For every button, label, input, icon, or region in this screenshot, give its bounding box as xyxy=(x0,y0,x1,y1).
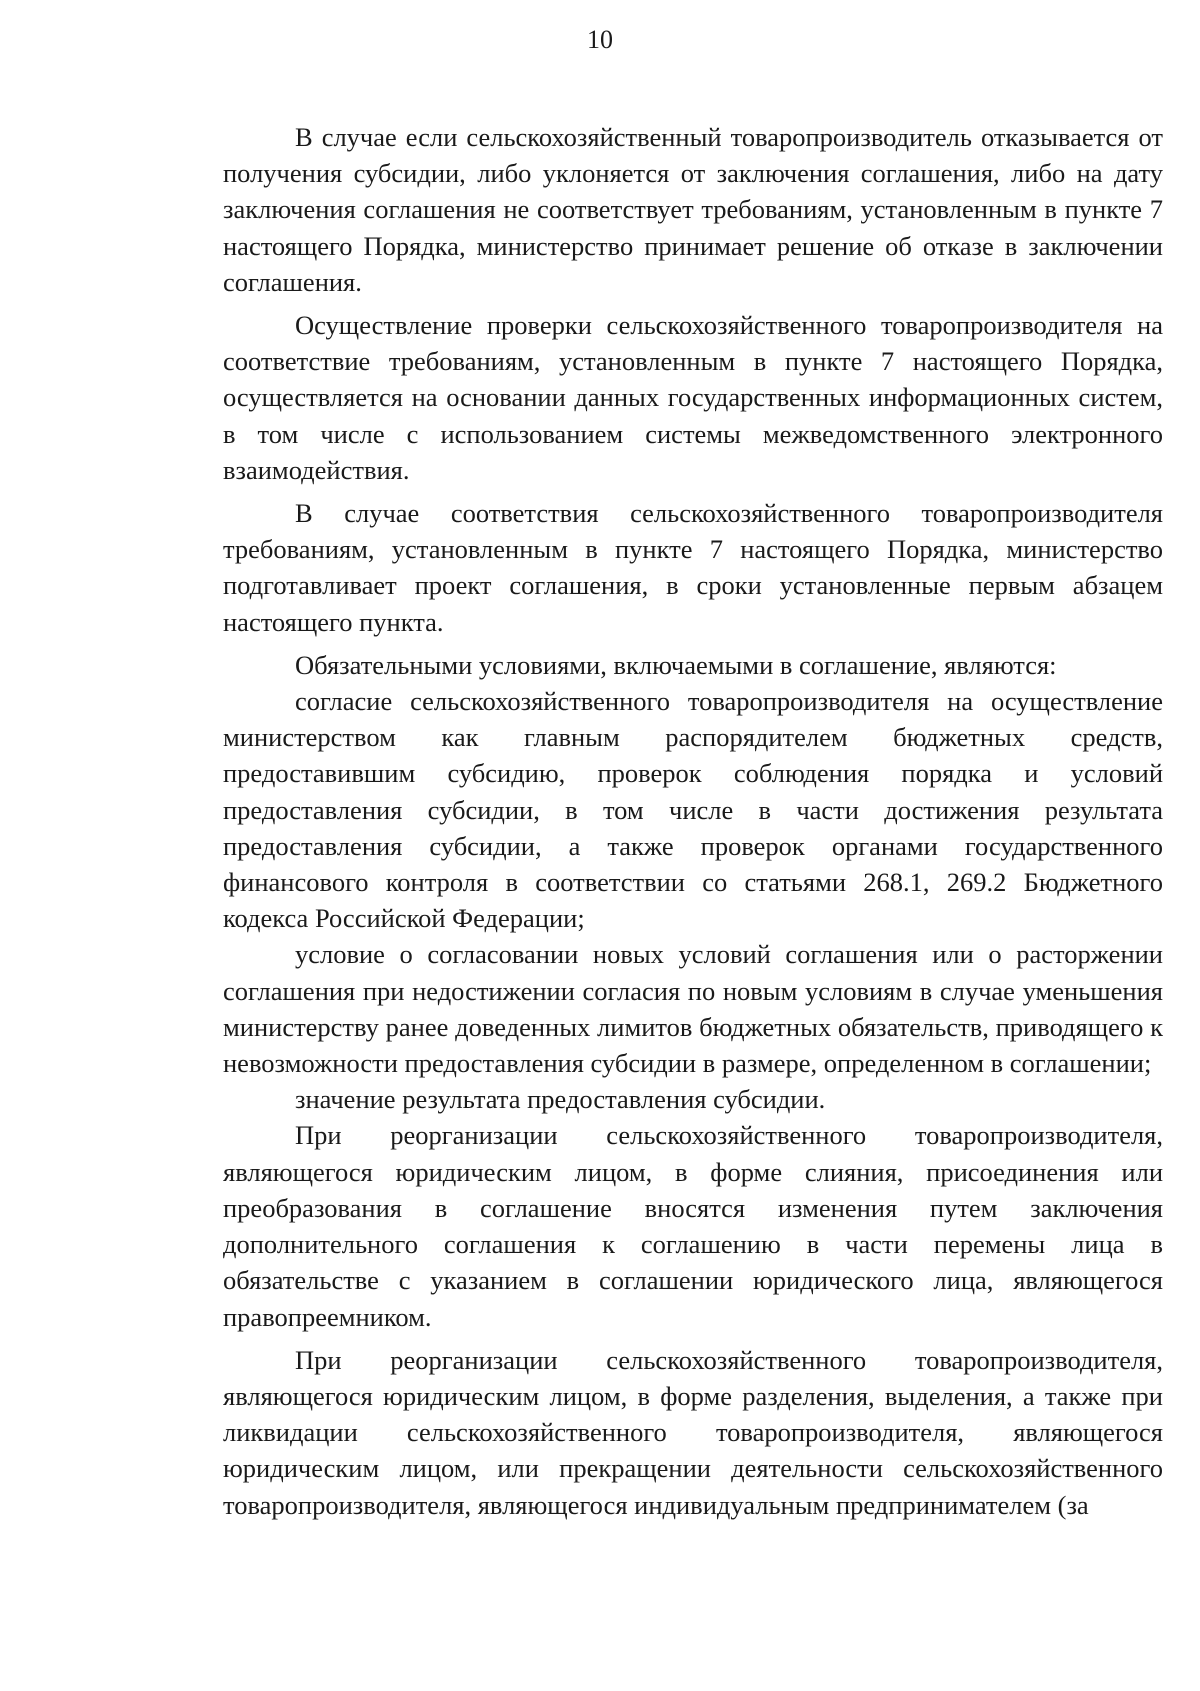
page-number: 10 xyxy=(587,25,613,54)
paragraph-result-value: значение результата предоставления субсидии. xyxy=(295,1084,826,1115)
paragraph-consent-condition: согласие сельскохозяйственного товаропроизводителя на осуществление министерством как главным распорядителем бюджетных средств, предоставившим субсидию, проверок соблюдения порядка и условий предоставления субсидии, в том числе в части достижения результата предоставления субсидии, а также проверок органами государственного финансового контроля в соответствии со статьями 268.1, 269.2 Бюджетного кодекса Российской Федерации; xyxy=(223,686,1163,934)
paragraph-compliance: В случае соответствия сельскохозяйственного товаропроизводителя требованиям, установленным в пункте 7 настоящего Порядка, министерство подготавливает проект соглашения, в сроки установленные первым абзацем настоящего пункта. xyxy=(223,498,1163,637)
paragraph-reorganization-division: При реорганизации сельскохозяйственного товаропроизводителя, являющегося юридическим лицом, в форме разделения, выделения, а также при ликвидации сельскохозяйственного товаропроизводителя, являющегося юридическим лицом, или прекращении деятельности сельскохозяйственного товаропроизводителя, являющегося индивидуальным предпринимателем (за xyxy=(223,1344,1163,1520)
document-body xyxy=(223,119,1163,1523)
paragraph-mandatory-conditions: Обязательными условиями, включаемыми в соглашение, являются: xyxy=(295,649,1057,680)
paragraph-agreement-condition: условие о согласовании новых условий соглашения или о расторжении соглашения при недостижении согласия по новым условиям в случае уменьшения министерству ранее доведенных лимитов бюджетных обязательств, приводящего к невозможности предоставления субсидии в размере, определенном в соглашении; xyxy=(223,939,1163,1079)
paragraph-verification: Осуществление проверки сельскохозяйственного товаропроизводителя на соответствие требованиям, установленным в пункте 7 настоящего Порядка, осуществляется на основании данных государственных информационных систем, в том числе с использованием системы межведомственного электронного взаимодействия. xyxy=(223,310,1163,485)
paragraph-reorganization-merger: При реорганизации сельскохозяйственного товаропроизводителя, являющегося юридическим лицом, в форме слияния, присоединения или преобразования в соглашение вносятся изменения путем заключения дополнительного соглашения к соглашению в части перемены лица в обязательстве с указанием в соглашении юридического лица, являющегося правопреемником. xyxy=(223,1120,1163,1332)
paragraph-refusal: В случае если сельскохозяйственный товаропроизводитель отказывается от получения субсидии, либо уклоняется от заключения соглашения, либо на дату заключения соглашения не соответствует требованиям, установленным в пункте 7 настоящего Порядка, министерство принимает решение об отказе в заключении соглашения. xyxy=(223,122,1163,297)
